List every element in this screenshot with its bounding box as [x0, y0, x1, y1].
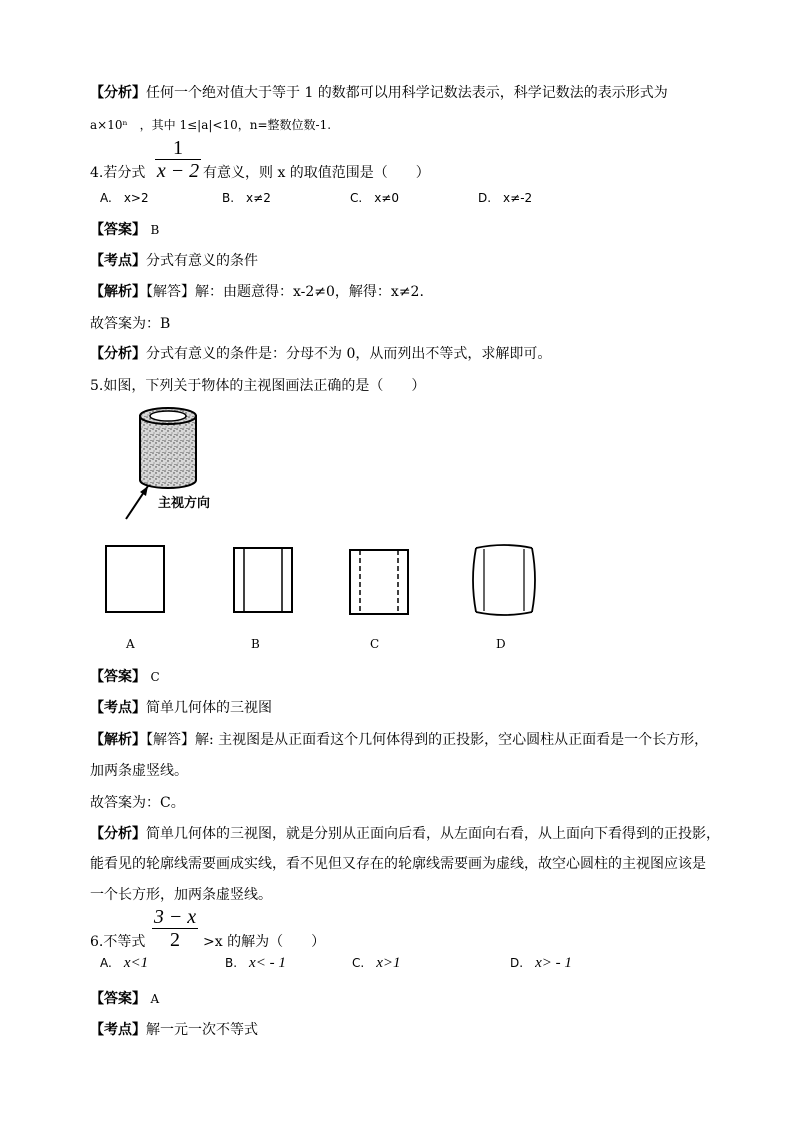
q6-option-b: B. x< - 1	[225, 955, 286, 971]
q4-stem-suffix: 有意义，则 x 的取值范围是（ ）	[203, 165, 430, 181]
q5-options-figures	[100, 540, 540, 620]
analysis-tag: 【分析】	[90, 85, 146, 101]
option-a-figure	[106, 546, 164, 612]
solution-tag: 【解析】	[90, 284, 146, 300]
point-text: 简单几何体的三视图	[146, 700, 272, 716]
answer-tag: 【答案】	[90, 222, 146, 238]
q3-formula-line: a×10ⁿ ，其中 1≤|a|<10，n=整数位数-1.	[90, 118, 332, 132]
q6-answer-line	[90, 988, 159, 1008]
q5-analysis-line-2: 能看见的轮廓线需要画成实线，看不见但又存在的轮廓线需要画为虚线，故空心圆柱的主视图应该是	[90, 856, 706, 872]
answer-value: A	[150, 992, 160, 1006]
q5-analysis-line-3: 一个长方形，加两条虚竖线。	[90, 887, 272, 903]
point-text: 解一元一次不等式	[146, 1022, 258, 1038]
q5-analysis-line-1	[90, 823, 720, 843]
solution-tag: 【解析】	[90, 732, 146, 748]
answer-value: B	[150, 223, 160, 237]
point-tag: 【考点】	[90, 700, 146, 716]
q5-label-d: D	[496, 637, 506, 651]
q5-final-line: 故答案为：C。	[90, 795, 185, 811]
solution-text: 【解答】解: 主视图是从正面看这个几何体得到的正投影，空心圆柱从正面看是一个长方形，	[146, 732, 709, 748]
q6-frac-denominator: 2	[170, 929, 180, 951]
q4-final-line: 故答案为：B	[90, 316, 171, 332]
analysis-tag: 【分析】	[90, 826, 146, 842]
q4-frac-numerator: 1	[173, 137, 183, 159]
q6-stem-suffix: >x 的解为（ ）	[203, 934, 326, 950]
analysis-tag: 【分析】	[90, 346, 146, 362]
q3-analysis-line	[90, 82, 668, 102]
analysis-text: 分式有意义的条件是：分母不为 0，从而列出不等式，求解即可。	[146, 346, 552, 362]
q4-fraction	[155, 138, 201, 181]
option-c-figure	[350, 550, 408, 614]
answer-value: C	[150, 670, 160, 684]
q4-option-d: D. x≠-2	[478, 191, 533, 205]
q5-point-line	[90, 697, 272, 717]
answer-tag: 【答案】	[90, 991, 146, 1007]
point-tag: 【考点】	[90, 1022, 146, 1038]
q5-stem: 5.如图，下列关于物体的主视图画法正确的是（ ）	[90, 378, 426, 394]
q5-solution-line-1	[90, 729, 708, 749]
q4-option-a: A. x>2	[100, 191, 149, 205]
q5-solution-line-2: 加两条虚竖线。	[90, 763, 188, 779]
q6-stem-prefix: 6.不等式	[90, 934, 146, 950]
q5-label-a: A	[126, 637, 135, 651]
q4-option-c: C. x≠0	[350, 191, 399, 205]
solution-text: 【解答】解：由题意得：x-2≠0，解得：x≠2.	[146, 284, 424, 300]
q6-point-line	[90, 1019, 258, 1039]
q6-option-a: A. x<1	[100, 955, 149, 971]
q5-label-b: B	[251, 637, 260, 651]
q6-fraction	[152, 907, 198, 950]
answer-tag: 【答案】	[90, 669, 146, 685]
point-tag: 【考点】	[90, 253, 146, 269]
option-d-figure	[473, 545, 535, 615]
q5-label-c: C	[370, 637, 380, 651]
q4-solution-line	[90, 281, 424, 301]
q4-answer-line	[90, 219, 159, 239]
q6-option-c: C. x>1	[352, 955, 401, 971]
q4-analysis-line	[90, 343, 551, 363]
q4-frac-denominator: x − 2	[156, 160, 200, 182]
option-b-figure	[234, 548, 292, 612]
q4-point-line	[90, 250, 258, 270]
point-text: 分式有意义的条件	[146, 253, 258, 269]
q5-answer-line	[90, 666, 160, 686]
q6-frac-numerator: 3 − x	[153, 906, 197, 928]
q4-stem-prefix: 4.若分式	[90, 165, 146, 181]
q4-option-b: B. x≠2	[222, 191, 271, 205]
view-direction-label: 主视方向	[158, 496, 211, 511]
analysis-text: 简单几何体的三视图，就是分别从正面向后看，从左面向右看，从上面向下看得到的正投影，	[146, 826, 720, 842]
analysis-text: 任何一个绝对值大于等于 1 的数都可以用科学记数法表示，科学记数法的表示形式为	[146, 85, 668, 101]
q6-option-d: D. x> - 1	[510, 955, 572, 971]
